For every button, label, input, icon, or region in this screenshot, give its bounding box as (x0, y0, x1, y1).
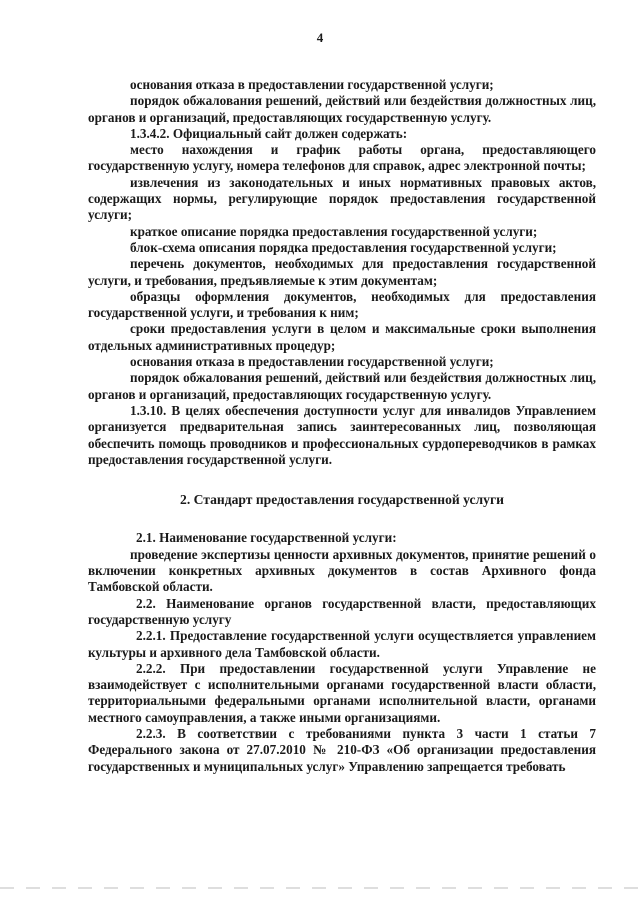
paragraph: 1.3.4.2. Официальный сайт должен содержать: (130, 125, 408, 141)
paragraph: извлечения из законодательных и иных нормативных правовых актов, содержащих нормы, регулирующие порядок предоставления государственной услуги; (88, 174, 596, 223)
paragraph: блок-схема описания порядка предоставления государственной услуги; (130, 239, 557, 255)
paragraph: проведение экспертизы ценности архивных документов, принятие решений о включении конкретных архивных документов в состав Архивного фонда Тамбовской области. (88, 546, 596, 595)
paragraph: место нахождения и график работы органа, предоставляющего государственную услугу, номера телефонов для справок, адрес электронной почты; (88, 142, 596, 174)
page-number: 4 (316, 30, 324, 45)
paragraph: 2.2.3. В соответствии с требованиями пункта 3 части 1 статьи 7 Федерального закона от 27.07.2010 № 210-ФЗ «Об организации предоставления государственных и муниципальных услуг» Управлению запрещается требовать (88, 725, 596, 774)
scan-artifact-line (0, 887, 640, 889)
paragraph: порядок обжалования решений, действий или бездействия должностных лиц, органов и организаций, предоставляющих государственную услугу. (88, 93, 596, 125)
document-body (88, 77, 596, 775)
paragraph: 1.3.10. В целях обеспечения доступности услуг для инвалидов Управлением организуется предварительная запись заинтересованных лиц, позволяющая обеспечить помощь проводников и профессиональных сурдопереводчиков в рамках предоставления государственной услуги. (88, 402, 596, 467)
subsection-heading: 2.1. Наименование государственной услуги: (136, 530, 397, 546)
paragraph: порядок обжалования решений, действий или бездействия должностных лиц, органов и организаций, предоставляющих государственную услугу. (88, 370, 596, 402)
paragraph: основания отказа в предоставлении государственной услуги; (130, 77, 494, 92)
paragraph: образцы оформления документов, необходимых для предоставления государственной услуги, и требования к ним; (88, 288, 596, 321)
paragraph: сроки предоставления услуги в целом и максимальные сроки выполнения отдельных административных процедур; (88, 321, 596, 353)
paragraph: краткое описание порядка предоставления государственной услуги; (130, 223, 538, 239)
paragraph: 2.2.1. Предоставление государственной услуги осуществляется управлением культуры и архивного дела Тамбовской области. (88, 628, 596, 660)
paragraph: основания отказа в предоставлении государственной услуги; (130, 354, 494, 370)
section-heading: 2. Стандарт предоставления государственной услуги (180, 492, 504, 508)
paragraph: перечень документов, необходимых для предоставления государственной услуги, и требования, предъявляемые к этим документам; (88, 256, 596, 288)
paragraph: 2.2.2. При предоставлении государственной услуги Управление не взаимодействует с исполнительными органами государственной власти области, территориальными федеральными органами исполнительной власти, органами местного самоуправления, а также иными организациями. (88, 660, 596, 725)
paragraph: 2.2. Наименование органов государственной власти, предоставляющих государственную услугу (88, 595, 596, 627)
